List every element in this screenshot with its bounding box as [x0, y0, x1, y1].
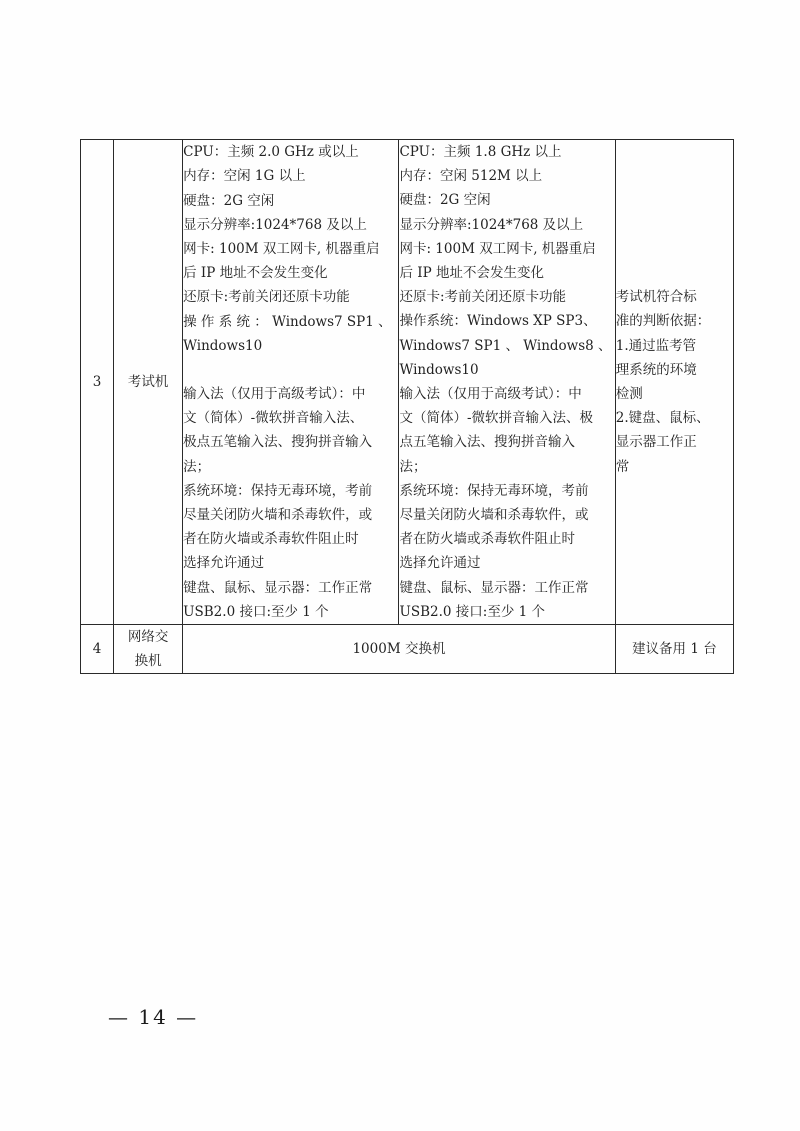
item-name-line: 换机	[134, 653, 162, 670]
min-config-line: 显示分辨率:1024*768 及以上	[183, 216, 367, 233]
rec-config-line: 硬盘：2G 空闲	[399, 192, 491, 209]
min-config-line: 内存：空闲 1G 以上	[183, 168, 306, 185]
min-config-line: Windows10	[183, 337, 263, 354]
criteria-line: 考试机符合标	[615, 289, 697, 306]
rec-config-line: Windows10	[399, 361, 479, 378]
rec-config-line: 显示分辨率:1024*768 及以上	[399, 216, 584, 233]
judgement-criteria-cell	[615, 140, 733, 625]
criteria-line: 1.通过监考管	[615, 337, 697, 354]
min-config-line: 硬盘：2G 空闲	[183, 192, 275, 209]
rec-config-line: 点五笔输入法、搜狗拼音输入	[399, 434, 575, 451]
rec-config-line: 内存：空闲 512M 以上	[399, 168, 543, 185]
min-config-line: USB2.0 接口:至少 1 个	[183, 603, 329, 620]
min-config-line: 法；	[183, 458, 211, 475]
rec-config-line: 者在防火墙或杀毒软件阻止时	[399, 531, 575, 548]
rec-config-line: 还原卡:考前关闭还原卡功能	[399, 289, 567, 306]
min-config-line: 键盘、鼠标、显示器：工作正常	[183, 579, 373, 596]
rec-config-line: Windows7 SP1 、 Windows8 、	[399, 337, 612, 354]
criteria-line: 理系统的环境	[615, 361, 697, 378]
criteria-line: 准的判断依据：	[615, 313, 711, 330]
rec-config-line: USB2.0 接口:至少 1 个	[399, 603, 545, 620]
min-config-line: 者在防火墙或杀毒软件阻止时	[183, 531, 359, 548]
rec-config-line: 输入法（仅用于高级考试）：中	[399, 386, 582, 403]
rec-config-line: 后 IP 地址不会发生变化	[399, 265, 544, 282]
criteria-line: 检测	[615, 386, 643, 403]
recommended-config-cell	[399, 140, 615, 625]
rec-config-line: 尽量关闭防火墙和杀毒软件，或	[399, 507, 589, 524]
min-config-line: 操 作 系 统 ： Windows7 SP1 、	[183, 313, 392, 330]
criteria-line: 常	[615, 458, 630, 475]
min-config-line: 选择允许通过	[183, 555, 265, 572]
min-config-line: 文（简体）-微软拼音输入法、	[183, 410, 364, 427]
min-config-line: CPU：主频 2.0 GHz 或以上	[183, 144, 359, 161]
row-number-3: 3	[81, 140, 114, 625]
min-config-line: 网卡: 100M 双工网卡, 机器重启	[183, 240, 380, 257]
row-number-4: 4	[81, 625, 114, 674]
min-config-line: 还原卡:考前关闭还原卡功能	[183, 289, 350, 306]
item-name-exam-machine: 考试机	[114, 140, 183, 625]
table-row-network-switch	[81, 625, 734, 674]
rec-config-line: 键盘、鼠标、显示器：工作正常	[399, 579, 589, 596]
switch-note-cell: 建议备用 1 台	[615, 625, 733, 674]
switch-spec-cell: 1000M 交换机	[183, 625, 616, 674]
criteria-line: 显示器工作正	[615, 434, 697, 451]
rec-config-line: 选择允许通过	[399, 555, 481, 572]
minimum-config-cell	[183, 140, 399, 625]
rec-config-line: 文（简体）-微软拼音输入法、极	[399, 410, 594, 427]
page-number: — 14 —	[108, 1005, 199, 1029]
rec-config-line: 操作系统：Windows XP SP3、	[399, 313, 597, 330]
table-row-exam-machine	[81, 140, 734, 625]
min-config-line: 尽量关闭防火墙和杀毒软件，或	[183, 506, 373, 523]
rec-config-line: 系统环境：保持无毒环境，考前	[399, 482, 589, 499]
item-name-network-switch	[114, 625, 183, 674]
rec-config-line: 法；	[399, 458, 427, 475]
min-config-blank-line	[183, 358, 398, 382]
min-config-line: 后 IP 地址不会发生变化	[183, 265, 328, 282]
criteria-line: 2.键盘、鼠标、	[615, 410, 710, 427]
min-config-line: 系统环境：保持无毒环境，考前	[183, 482, 373, 499]
rec-config-line: 网卡: 100M 双工网卡, 机器重启	[399, 240, 596, 257]
min-config-line: 输入法（仅用于高级考试）：中	[183, 385, 366, 402]
hardware-requirements-table	[80, 139, 734, 674]
item-name-line: 网络交	[127, 629, 169, 646]
rec-config-line: CPU：主频 1.8 GHz 以上	[399, 144, 562, 160]
min-config-line: 极点五笔输入法、搜狗拼音输入	[183, 434, 373, 451]
